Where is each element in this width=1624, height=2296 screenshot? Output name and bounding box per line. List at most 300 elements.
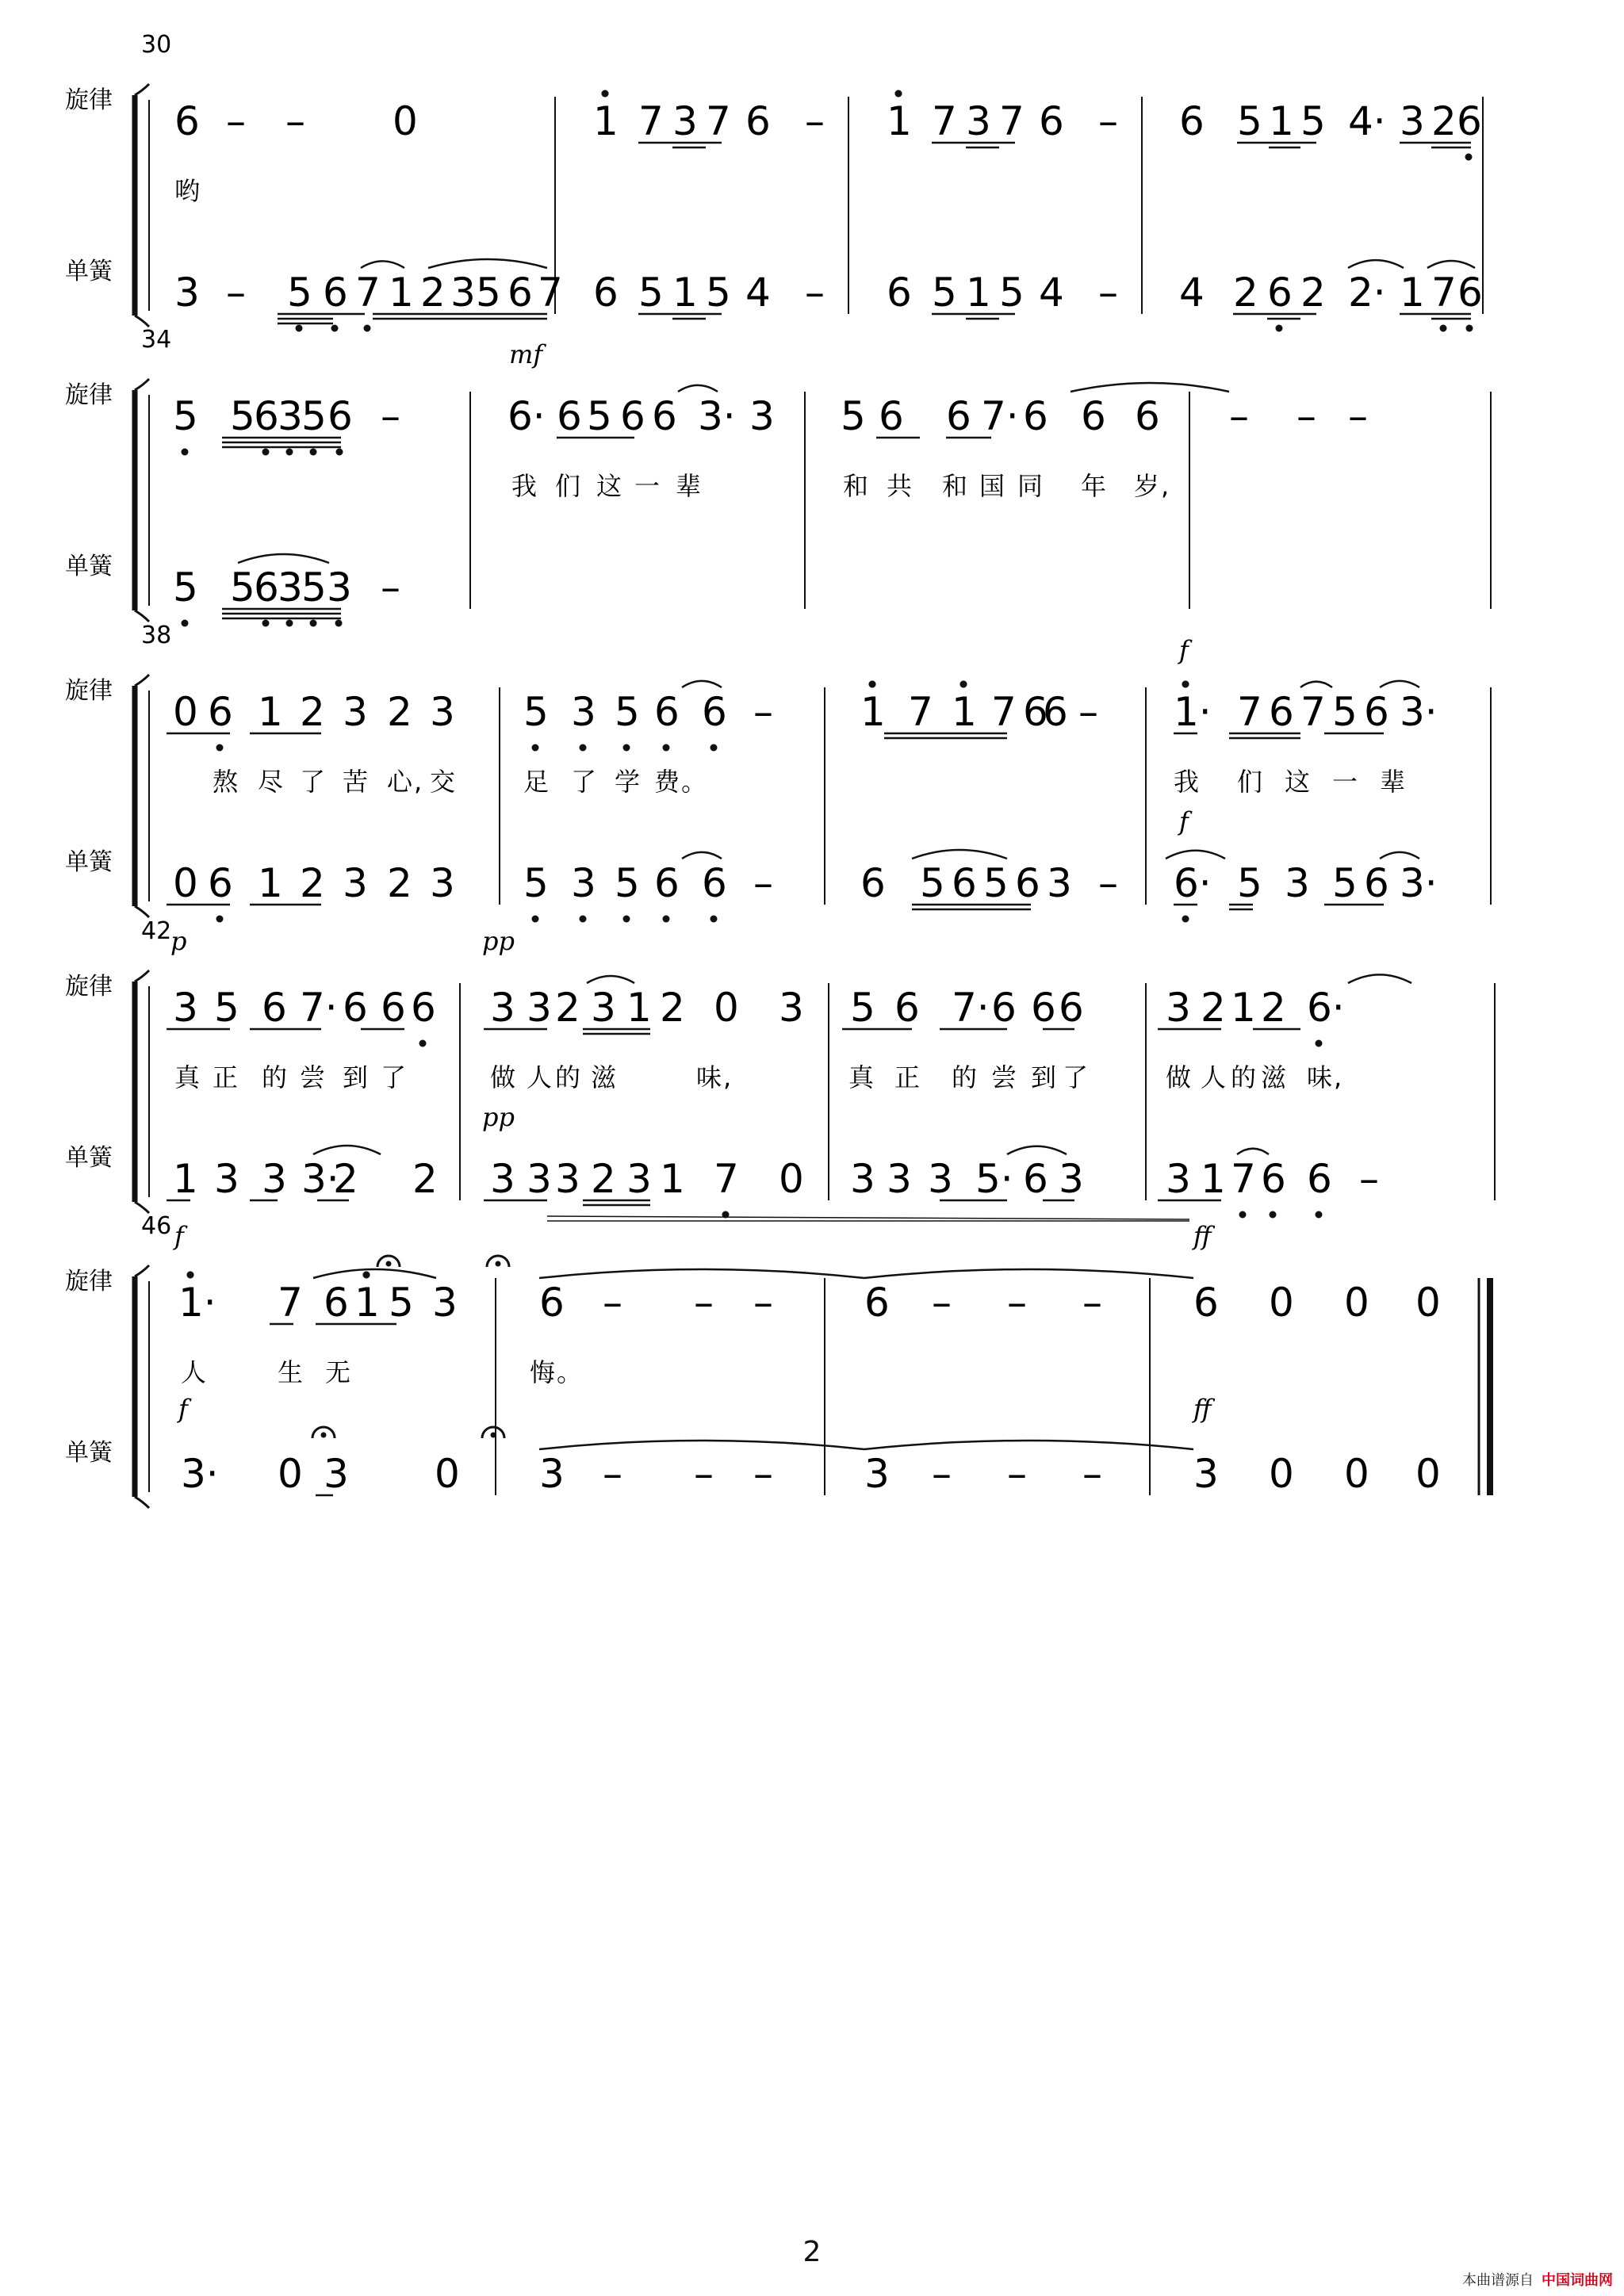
melody-note: 6: [1135, 393, 1160, 439]
bass-note: 6: [323, 270, 348, 316]
dynamic-marking: pp: [482, 1102, 515, 1132]
octave-dot-low: [1316, 1211, 1323, 1219]
bass-note: –: [1098, 860, 1118, 906]
octave-dot-high: [602, 90, 609, 98]
melody-note: 1·: [178, 1280, 216, 1326]
melody-note: 6: [1043, 689, 1068, 735]
bass-note: 5: [638, 270, 664, 316]
bass-note: 4: [1039, 270, 1064, 316]
system-5: [65, 1212, 1490, 1508]
melody-note: 7: [999, 98, 1025, 144]
octave-dot-low: [182, 620, 189, 627]
melody-note: 1: [952, 689, 977, 735]
slur: [1166, 851, 1225, 859]
bass-note: 5: [523, 860, 549, 906]
bass-note: –: [226, 270, 246, 316]
lyric: 到: [343, 1062, 370, 1093]
bass-note: 3: [1193, 1451, 1219, 1497]
slur: [238, 554, 329, 563]
measure-number-34: 34: [141, 326, 172, 354]
bass-note: 5: [287, 270, 312, 316]
bass-note: 1: [389, 270, 414, 316]
lyric: 正: [894, 1062, 922, 1093]
octave-dot-low: [623, 744, 630, 752]
lyric: 生: [278, 1357, 305, 1387]
melody-note: 6: [327, 393, 353, 439]
voice-label-melody: 旋律: [65, 381, 113, 409]
melody-note: 6: [702, 689, 727, 735]
bass-note: 6: [593, 270, 619, 316]
lyric: 到: [1031, 1062, 1059, 1093]
dynamic-marking: ff: [1193, 1221, 1212, 1251]
lyric: 们: [1237, 767, 1265, 797]
melody-note: 1: [1231, 985, 1256, 1031]
melody-note: 2: [660, 985, 685, 1031]
melody-note: 7: [908, 689, 933, 735]
footer-site: 中国词曲网: [1542, 2272, 1613, 2289]
bass-note: 6: [1023, 1156, 1048, 1202]
melody-note: 2: [1261, 985, 1286, 1031]
lyric: 无: [325, 1357, 353, 1387]
melody-note: 6: [1023, 393, 1048, 439]
melody-note: –: [1082, 1280, 1102, 1326]
melody-note: 3: [1166, 985, 1191, 1031]
lyric: 滋: [591, 1062, 619, 1093]
bass-note: –: [694, 1451, 714, 1497]
lyric: 了: [381, 1062, 408, 1093]
octave-dot-low: [262, 620, 270, 627]
melody-note: 5: [615, 689, 640, 735]
octave-dot-low: [216, 744, 224, 752]
octave-dot-low: [1239, 1211, 1247, 1219]
lyric: 这: [1285, 767, 1312, 797]
bass-note: 1: [672, 270, 698, 316]
bass-note: 4: [1179, 270, 1205, 316]
bass-note: 4: [745, 270, 771, 316]
bass-note: 3: [1047, 860, 1072, 906]
bass-note: 7: [714, 1156, 739, 1202]
melody-note: 6: [1023, 689, 1048, 735]
melody-note: 5: [523, 689, 549, 735]
bass-note: –: [753, 860, 773, 906]
bass-note: 5·: [975, 1156, 1013, 1202]
bass-note: 5: [983, 860, 1009, 906]
bass-note: 3: [887, 1156, 912, 1202]
lyric: 正: [213, 1062, 240, 1093]
bass-note: 3: [1285, 860, 1310, 906]
melody-note: –: [603, 1280, 622, 1326]
melody-note: 5: [841, 393, 866, 439]
dynamic-marking: f: [1179, 806, 1189, 836]
footer-source: 本曲谱源自: [1462, 2272, 1534, 2289]
slur: [1237, 1149, 1269, 1154]
voice-label-bass: 单簧: [65, 1439, 113, 1467]
lyric: 了: [1063, 1062, 1090, 1093]
bass-note: –: [1007, 1451, 1027, 1497]
bass-note: 7: [1431, 270, 1457, 316]
dynamic-marking: f: [174, 1221, 184, 1251]
melody-note: 3: [779, 985, 804, 1031]
melody-note: 7: [1237, 689, 1262, 735]
measure-number-42: 42: [141, 917, 172, 945]
bass-note: 1: [1201, 1156, 1226, 1202]
bass-note: 3·: [301, 1156, 339, 1202]
melody-note: 2: [1431, 98, 1457, 144]
bass-note: 3: [850, 1156, 875, 1202]
melody-note: 3·: [1400, 689, 1438, 735]
lyric: 费。: [654, 767, 709, 797]
bass-note: 3·: [181, 1451, 219, 1497]
bass-note: 6: [254, 564, 279, 610]
melody-note: 0: [393, 98, 418, 144]
melody-note: 6: [946, 393, 971, 439]
melody-note: 6: [1031, 985, 1056, 1031]
melody-note: 0: [1269, 1280, 1294, 1326]
melody-note: 3: [278, 393, 303, 439]
octave-dot-low: [182, 449, 189, 456]
bass-note: 1: [1400, 270, 1425, 316]
dynamic-marking: pp: [482, 926, 515, 956]
octave-dot-high: [1182, 681, 1189, 688]
melody-note: 6: [1039, 98, 1064, 144]
bass-note: 2: [1233, 270, 1258, 316]
melody-note: 1: [354, 1280, 380, 1326]
lyric: 尽: [258, 767, 285, 797]
bass-note: 6: [654, 860, 680, 906]
bass-note: 2: [387, 860, 412, 906]
bass-note: 5: [476, 270, 501, 316]
octave-dot-low: [310, 449, 317, 456]
melody-note: 3: [749, 393, 775, 439]
octave-dot-low: [623, 916, 630, 923]
octave-dot-low: [663, 916, 670, 923]
fermata-dot: [321, 1433, 327, 1438]
slur: [1007, 1146, 1067, 1154]
melody-note: 7: [991, 689, 1017, 735]
octave-dot-high: [363, 1272, 370, 1279]
bass-note: –: [603, 1451, 622, 1497]
melody-note: 0: [1415, 1280, 1441, 1326]
bass-note: 5: [1332, 860, 1358, 906]
page-number: 2: [802, 2236, 822, 2268]
lyric: 交: [430, 767, 458, 797]
bass-note: 6: [208, 860, 233, 906]
system-2: [65, 326, 1491, 622]
bass-note: 3: [214, 1156, 239, 1202]
melody-note: 6: [864, 1280, 890, 1326]
octave-dot-low: [710, 916, 718, 923]
bass-note: 5: [706, 270, 731, 316]
melody-note: 2: [555, 985, 580, 1031]
lyric: 尝: [300, 1062, 327, 1093]
bass-note: 3: [539, 1451, 565, 1497]
bass-note: 6: [1307, 1156, 1332, 1202]
bass-note: 5: [1237, 860, 1262, 906]
melody-note: 3: [672, 98, 698, 144]
bass-note: 0: [779, 1156, 804, 1202]
bass-note: 3: [928, 1156, 953, 1202]
bass-note: 2: [300, 860, 325, 906]
melody-note: 3: [966, 98, 991, 144]
melody-note: 7: [932, 98, 957, 144]
bass-note: –: [1082, 1451, 1102, 1497]
melody-note: 6: [254, 393, 279, 439]
melody-note: 6: [324, 1280, 349, 1326]
bass-note: 7: [1231, 1156, 1256, 1202]
bass-note: 6: [1457, 270, 1483, 316]
octave-dot-high: [960, 681, 967, 688]
voice-label-melody: 旋律: [65, 973, 113, 1001]
melody-note: 6·: [508, 393, 546, 439]
octave-dot-low: [262, 449, 270, 456]
lyric: 味,: [1307, 1062, 1344, 1093]
melody-note: 6: [1364, 689, 1389, 735]
bass-note: 3: [490, 1156, 515, 1202]
melody-note: –: [1098, 98, 1118, 144]
voice-label-bass: 单簧: [65, 848, 113, 876]
octave-dot-low: [1270, 1211, 1277, 1219]
bass-note: 2: [333, 1156, 358, 1202]
lyric: 辈: [676, 471, 703, 501]
bass-note: 0: [1344, 1451, 1369, 1497]
bass-note: 1: [966, 270, 991, 316]
octave-dot-low: [532, 744, 539, 752]
lyric: 国: [979, 471, 1007, 501]
melody-note: 7: [278, 1280, 303, 1326]
melody-note: 1: [626, 985, 652, 1031]
melody-note: 5: [230, 393, 255, 439]
melody-note: 1: [258, 689, 283, 735]
slur: [1348, 260, 1404, 268]
octave-dot-low: [1316, 1040, 1323, 1047]
system-4: [65, 917, 1495, 1213]
melody-note: 6: [1179, 98, 1205, 144]
lyric: 了: [571, 767, 599, 797]
melody-note: 6: [343, 985, 368, 1031]
lyric: 一: [634, 471, 662, 501]
dynamic-marking: p: [170, 926, 187, 956]
bass-note: 5: [999, 270, 1025, 316]
lyric: 我: [511, 471, 539, 501]
melody-note: –: [285, 98, 305, 144]
octave-dot-low: [364, 325, 371, 332]
lyric: 真: [848, 1062, 876, 1093]
bass-note: 5: [920, 860, 945, 906]
bass-note: –: [805, 270, 825, 316]
melody-note: 6: [1269, 689, 1294, 735]
bass-note: 5: [615, 860, 640, 906]
melody-note: –: [381, 393, 400, 439]
bass-note: 5: [230, 564, 255, 610]
slur: [1071, 383, 1229, 392]
lyric: 和: [843, 471, 871, 501]
lyric: 的: [952, 1062, 979, 1093]
octave-dot-high: [187, 1272, 194, 1279]
melody-note: 6: [1081, 393, 1106, 439]
melody-note: 6: [174, 98, 200, 144]
lyric: 同: [1017, 471, 1045, 501]
bass-note: 2: [412, 1156, 438, 1202]
octave-dot-low: [310, 620, 317, 627]
melody-note: 7·: [300, 985, 338, 1031]
melody-note: 3: [173, 985, 198, 1031]
bass-note: 3: [343, 860, 368, 906]
slur: [1300, 682, 1332, 687]
lyric: 人: [1201, 1062, 1228, 1093]
melody-note: 7·: [981, 393, 1019, 439]
bass-note: 2: [420, 270, 446, 316]
octave-dot-low: [580, 744, 587, 752]
melody-note: 4·: [1348, 98, 1386, 144]
bass-note: 6: [1261, 1156, 1286, 1202]
measure-number-46: 46: [141, 1212, 172, 1240]
melody-note: 6: [539, 1280, 565, 1326]
bass-note: 1: [660, 1156, 685, 1202]
melody-note: 6: [620, 393, 645, 439]
melody-note: –: [694, 1280, 714, 1326]
lyric: 尝: [991, 1062, 1019, 1093]
melody-note: 6: [879, 393, 904, 439]
lyric: 岁,: [1134, 471, 1171, 501]
bass-note: 0: [435, 1451, 460, 1497]
bass-note: 6: [702, 860, 727, 906]
slur: [1427, 261, 1475, 268]
bass-note: 3: [324, 1451, 349, 1497]
bass-note: 6: [1015, 860, 1040, 906]
lyric: 了: [300, 767, 327, 797]
melody-note: 6: [1193, 1280, 1219, 1326]
melody-note: 5: [1300, 98, 1326, 144]
bass-note: 0: [278, 1451, 303, 1497]
bass-note: 3: [571, 860, 596, 906]
melody-note: 6: [262, 985, 287, 1031]
slur: [587, 976, 634, 983]
melody-note: 6: [411, 985, 436, 1031]
bass-note: 3: [278, 564, 303, 610]
bass-note: 3: [1059, 1156, 1084, 1202]
bass-note: 0: [173, 860, 198, 906]
lyric: 人: [181, 1357, 209, 1387]
octave-dot-low: [336, 449, 343, 456]
lyric: 真: [174, 1062, 202, 1093]
bass-note: 0: [1269, 1451, 1294, 1497]
dynamic-marking: mf: [509, 339, 543, 369]
melody-note: 1·: [1174, 689, 1212, 735]
lyric: 苦: [343, 767, 370, 797]
bass-note: 5: [932, 270, 957, 316]
crescendo-line: [547, 1216, 1189, 1219]
slur: [1348, 974, 1411, 983]
dynamic-marking: f: [1179, 635, 1189, 665]
bass-note: 2·: [1348, 270, 1386, 316]
melody-note: 1: [1269, 98, 1294, 144]
melody-note: 0: [714, 985, 739, 1031]
melody-note: 3: [591, 985, 616, 1031]
dynamic-marking: f: [178, 1394, 188, 1424]
melody-note: –: [1297, 393, 1316, 439]
melody-note: 6: [208, 689, 233, 735]
melody-note: 6·: [1307, 985, 1345, 1031]
bass-note: 2: [591, 1156, 616, 1202]
octave-dot-low: [419, 1040, 427, 1047]
bass-note: 6: [887, 270, 912, 316]
bass-note: 1: [258, 860, 283, 906]
melody-note: –: [932, 1280, 952, 1326]
melody-note: –: [226, 98, 246, 144]
bass-note: –: [381, 564, 400, 610]
slur: [678, 385, 718, 392]
octave-dot-low: [663, 744, 670, 752]
bass-note: –: [1359, 1156, 1379, 1202]
slur: [361, 261, 404, 268]
lyric: 熬: [213, 767, 240, 797]
bass-note: 3: [555, 1156, 580, 1202]
melody-note: 7: [706, 98, 731, 144]
melody-note: 3: [432, 1280, 458, 1326]
lyric: 做: [1166, 1062, 1193, 1093]
lyric: 一: [1332, 767, 1360, 797]
melody-note: 6: [654, 689, 680, 735]
melody-note: 1: [860, 689, 886, 735]
bass-note: 3: [450, 270, 476, 316]
bass-note: 3: [174, 270, 200, 316]
lyric: 的: [1231, 1062, 1258, 1093]
slur: [1380, 852, 1419, 859]
bass-note: 5: [301, 564, 327, 610]
melody-note: 3: [430, 689, 455, 735]
melody-note: 5: [301, 393, 327, 439]
lyric: 哟: [174, 176, 202, 206]
slur: [912, 850, 1007, 859]
melody-note: 3: [490, 985, 515, 1031]
lyric: 滋: [1261, 1062, 1289, 1093]
bass-note: 6: [860, 860, 886, 906]
slur: [682, 681, 722, 687]
bass-note: 3: [327, 564, 352, 610]
melody-note: 2: [387, 689, 412, 735]
footer: [1462, 2269, 1613, 2290]
melody-note: 6: [894, 985, 920, 1031]
bass-note: 3: [626, 1156, 652, 1202]
melody-note: 6: [991, 985, 1017, 1031]
bass-note: 6·: [1174, 860, 1212, 906]
melody-note: 3: [343, 689, 368, 735]
octave-dot-low: [532, 916, 539, 923]
bass-note: –: [753, 1451, 773, 1497]
melody-note: 3: [1400, 98, 1425, 144]
melody-note: 5: [1237, 98, 1262, 144]
system-1: [65, 31, 1483, 327]
octave-dot-low: [216, 916, 224, 923]
lyric: 的: [555, 1062, 583, 1093]
slur: [539, 1441, 864, 1449]
melody-note: 6: [745, 98, 771, 144]
bass-note: 6: [508, 270, 533, 316]
melody-note: –: [753, 689, 773, 735]
bass-note: 3: [1166, 1156, 1191, 1202]
fermata-dot: [491, 1433, 496, 1438]
lyric: 足: [523, 767, 551, 797]
octave-dot-low: [296, 325, 303, 332]
bass-note: –: [1098, 270, 1118, 316]
slur: [864, 1269, 1193, 1278]
bass-note: 7: [538, 270, 563, 316]
system-3: [65, 622, 1491, 917]
octave-dot-low: [1465, 154, 1473, 161]
lyric: 做: [490, 1062, 518, 1093]
voice-label-melody: 旋律: [65, 1268, 113, 1295]
melody-note: 5: [389, 1280, 414, 1326]
